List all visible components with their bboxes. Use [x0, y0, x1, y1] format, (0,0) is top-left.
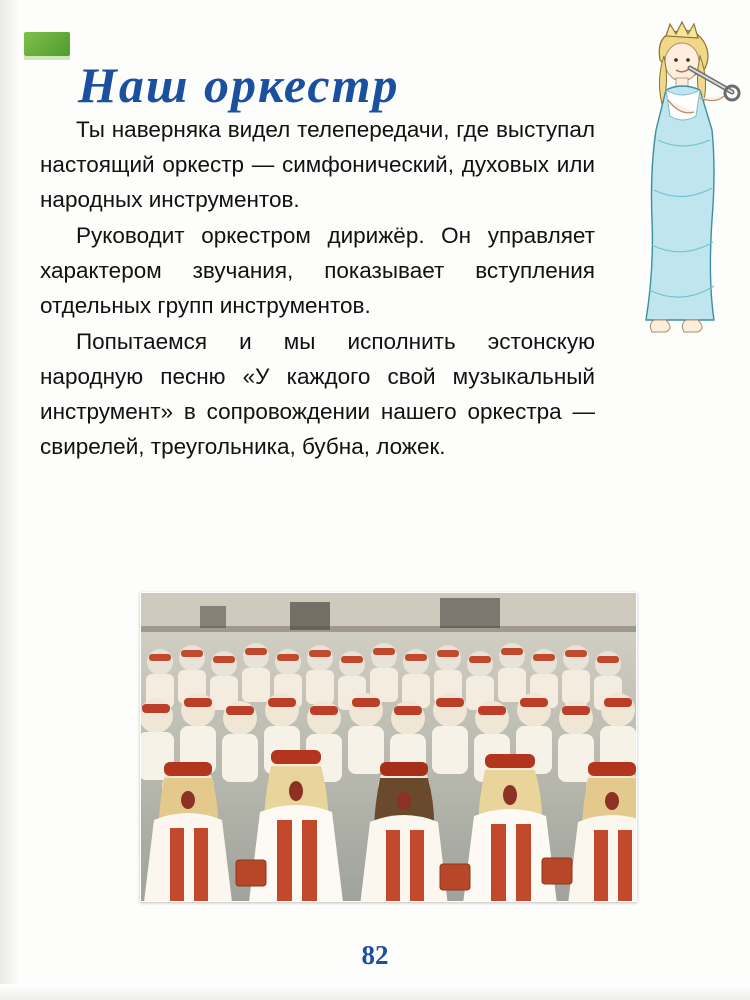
paragraph-3: Попытаемся и мы исполнить эстонскую народную песню «У каждого свой музыкальный инструмент» в сопровождении нашего оркестра — свирелей, треугольника, бубна, ложек. [40, 329, 595, 459]
girl-with-pipe-illustration [616, 20, 744, 350]
page-binding-edge [0, 0, 22, 1000]
choir-photograph [140, 592, 637, 902]
paragraph-1: Ты наверняка видел телепередачи, где выступал настоящий оркестр — симфонический, духовых или народных инструментов. [40, 117, 595, 212]
paragraph-2: Руководит оркестром дирижёр. Он управляет характером звучания, показывает вступления отдельных групп инструментов. [40, 223, 595, 318]
page-title: Наш оркестр [78, 56, 400, 113]
page-bottom-edge [0, 984, 750, 1000]
green-decorative-mark [24, 32, 70, 56]
page-number: 82 [361, 940, 389, 970]
article-body [40, 112, 595, 465]
